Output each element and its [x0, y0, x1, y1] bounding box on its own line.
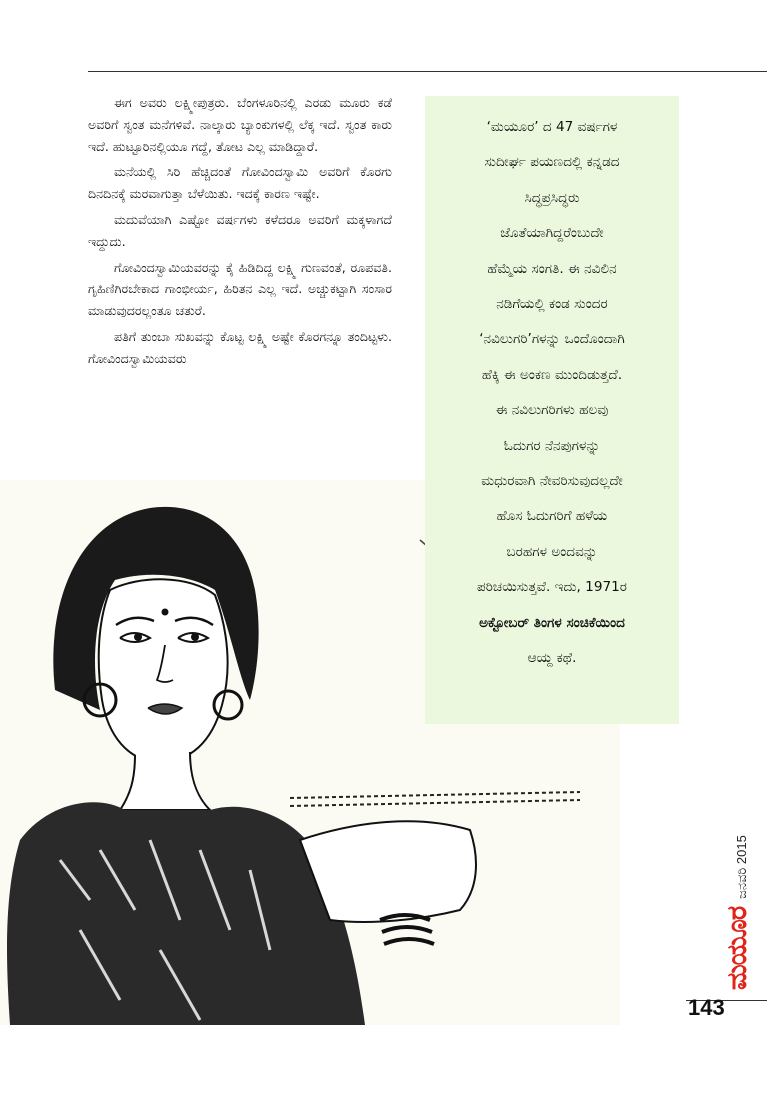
paragraph-3: ಮದುವೆಯಾಗಿ ಎಷ್ಟೋ ವರ್ಷಗಳು ಕಳೆದರೂ ಅವರಿಗೆ ಮಕ್ಕಳಾಗದೆ ಇದ್ದುದು.: [88, 211, 392, 249]
paragraph-1: ಈಗ ಅವರು ಲಕ್ಷ್ಮೀಪುತ್ರರು. ಬೆಂಗಳೂರಿನಲ್ಲಿ ಎರಡು ಮೂರು ಕಡೆ ಅವರಿಗೆ ಸ್ವಂತ ಮನೆಗಳಿವೆ. ನಾಲ್ಕಾರು ಬ್ಯಾಂಕುಗಳಲ್ಲಿ ಲೆಕ್ಕ ಇದೆ. ಸ್ವಂತ ಕಾರು ಇದೆ. ಹುಟ್ಟೂರಿನಲ್ಲಿಯೂ ಗದ್ದೆ, ತೋಟ ಎಲ್ಲ ಮಾಡಿದ್ದಾರೆ.: [88, 95, 392, 154]
sidebar-line: ಪರಿಚಯಿಸುತ್ತವೆ. ಇದು, 1971ರ: [477, 579, 627, 596]
paragraph-2: ಮನೆಯಲ್ಲಿ ಸಿರಿ ಹೆಚ್ಚಿದಂತೆ ಗೋವಿಂದಸ್ವಾಮಿ ಅವರಿಗೆ ಕೊರಗು ದಿನದಿನಕ್ಕೆ ಮರವಾಗುತ್ತಾ ಬೆಳೆಯಿತು. ಇದಕ್ಕೆ ಕಾರಣ ಇಷ್ಟೇ.: [88, 164, 392, 202]
bindi: [162, 609, 169, 616]
face: [99, 579, 228, 762]
sidebar-line: ಈ ನವಿಲುಗರಿಗಳು ಹಲವು: [495, 402, 609, 419]
sidebar-line: ‘ನವಿಲುಗರಿ’ಗಳನ್ನು ಒಂದೊಂದಾಗಿ: [479, 331, 625, 348]
issue-date: ಜನವರಿ 2015: [734, 835, 749, 899]
sidebar-line: ಸುದೀರ್ಘ ಪಯಣದಲ್ಲಿ ಕನ್ನಡದ: [484, 154, 620, 171]
sidebar-box: [425, 96, 679, 724]
masthead: [722, 835, 754, 990]
sidebar-line: ಜೊತೆಯಾಗಿದ್ದರೆಂಬುದೇ: [500, 225, 604, 242]
paragraph-5: ಪತಿಗೆ ತುಂಬಾ ಸುಖವನ್ನು ಕೊಟ್ಟ ಲಕ್ಷ್ಮಿ ಅಷ್ಟೇ ಕೊರಗನ್ನೂ ತಂದಿಟ್ಟಳು. ಗೋವಿಂದಸ್ವಾಮಿಯವರು: [88, 328, 392, 366]
neck: [120, 752, 210, 810]
top-rule: [88, 71, 767, 72]
sidebar-line: ನಡಿಗೆಯಲ್ಲಿ ಕಂಡ ಸುಂದರ: [496, 296, 608, 313]
pupil-left: [134, 633, 142, 641]
sidebar-line: ಹೊಸ ಓದುಗರಿಗೆ ಹಳೆಯ: [496, 508, 608, 525]
sidebar-line: ‘ಮಯೂರ’ ದ 47 ವರ್ಷಗಳ: [486, 119, 618, 135]
sidebar-line: ಹೆಮ್ಮೆಯ ಸಂಗತಿ. ಈ ನವಿಲಿನ: [487, 260, 617, 277]
sidebar-line: ಆಯ್ದ ಕಥೆ.: [527, 650, 577, 667]
page-number: 143: [688, 995, 725, 1020]
paragraph-4: ಗೋವಿಂದಸ್ವಾಮಿಯವರನ್ನು ಕೈ ಹಿಡಿದಿದ್ದ ಲಕ್ಷ್ಮಿ ಗುಣವಂತೆ, ರೂಪವತಿ. ಗೃಹಿಣಿಗಿರಬೇಕಾದ ಗಾಂಭೀರ್ಯ, ಹಿರಿತನ ಎಲ್ಲ ಇದೆ. ಅಚ್ಚುಕಟ್ಟಾಗಿ ಸಂಸಾರ ಮಾಡುವುದರಲ್ಲಂತೂ ಚತುರೆ.: [88, 259, 392, 319]
sidebar-line: ಬರಹಗಳ ಅಂದವನ್ನು: [506, 543, 598, 560]
sidebar-line: ಮಧುರವಾಗಿ ನೇವರಿಸುವುದಲ್ಲದೇ: [481, 473, 623, 490]
sidebar-line: ಓದುಗರ ನೆನಪುಗಳನ್ನು: [503, 437, 601, 454]
mayura-logo: ಮಯೂರ: [722, 906, 753, 990]
sidebar-line: ಹೆಕ್ಕಿ ಈ ಅಂಕಣ ಮುಂದಿಡುತ್ತದೆ.: [481, 366, 623, 383]
arm: [300, 821, 476, 922]
sidebar-line: ಸಿದ್ಧಪ್ರಸಿದ್ಧರು: [524, 189, 580, 206]
sidebar-line: ಅಕ್ಟೋಬರ್ ತಿಂಗಳ ಸಂಚಿಕೆಯಿಂದ: [479, 614, 625, 631]
pupil-right: [191, 633, 199, 641]
article-body: [88, 92, 392, 374]
railing: [290, 792, 580, 806]
